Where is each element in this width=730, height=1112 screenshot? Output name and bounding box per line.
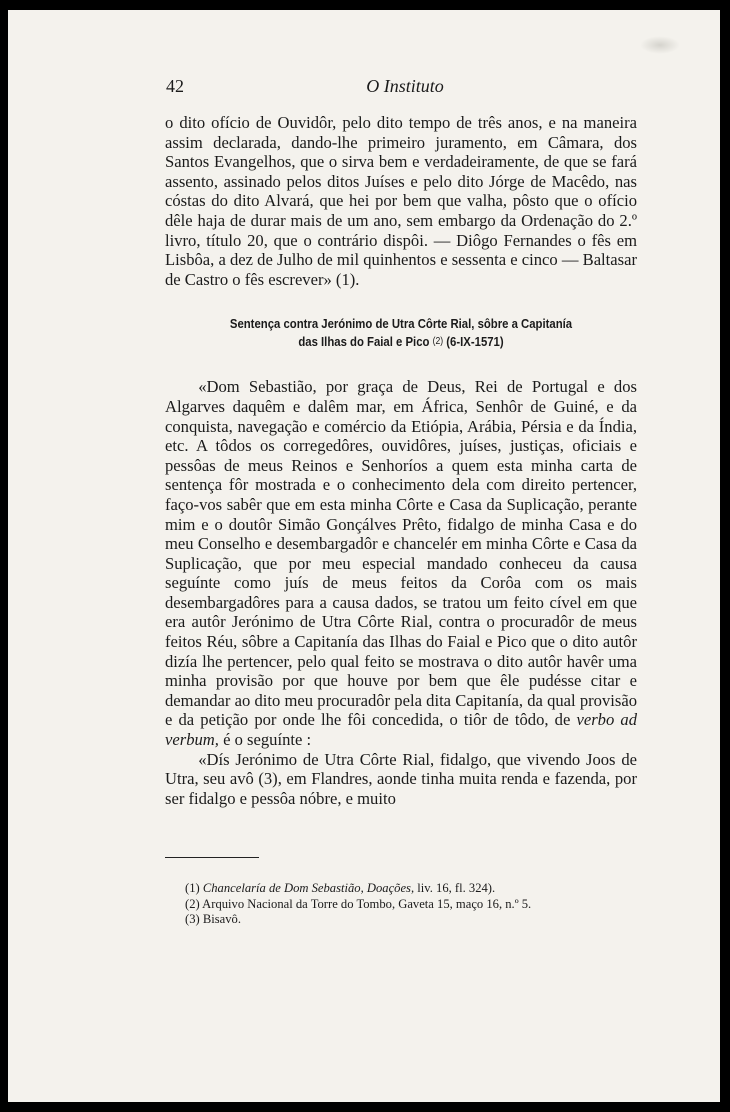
footnote-mark: (2) — [185, 896, 200, 911]
footnote-ref-2: (2) — [432, 336, 444, 348]
footnote-italic: Chancelaría de Dom Sebastião, Doações, — [202, 881, 415, 895]
paragraph-letter-text: «Dom Sebastião, por graça de Deus, Rei de Portugal e dos Algarves daquêm e dalêm mar, em África, Senhôr de Guiné, e da conquista, navegação e comércio da Etiópia, Arábia, Pérsia e da Índia, etc. A tôdos os corregedôres, ouvidôres, juíses, justiças, oficiais e pessôas de meus Reinos e Senhoríos a quem esta minha carta de sentença fôr mostrada e o conhecimento dela com direito pertencer, faço-vos sabêr que em esta minha Côrte e Casa da Suplicação, perante mim e o doutôr Simão Gonçálves Prêto, fidalgo de minha Casa e do meu Conselho e desembargadôr e chancelér em minha Côrte e Casa da Suplicação, que por meu especial mandado conheceu da causa seguínte como juís de meus feitos da Corôa com os mais desembargadôres para a causa dados, se tratou um feito cível em que era autôr Jerónimo de Utra Côrte Rial, contra o procuradôr de meus feitos Réu, sôbre a Capitanía das Ilhas do Faial e Pico que o dito autôr dizía lhe pertencer, pelo qual feito se mostrava o dito autôr havêr uma minha provisão por que houve por bem que êle pudésse citar e demandar ao dito meu procuradôr pela dita Capitanía, da qual provisão e da petição por onde lhe fôi concedida, o tiôr de tôdo, de — [165, 377, 637, 730]
section-heading — [198, 315, 604, 351]
footnote-divider — [165, 857, 259, 858]
footnotes — [185, 881, 645, 928]
section-heading-line-2 — [198, 333, 604, 351]
footnote-2 — [185, 897, 645, 913]
paragraph-letter-end: é o seguínte : — [223, 730, 312, 750]
paragraph-letter — [165, 377, 637, 749]
body-text — [165, 113, 637, 808]
footnote-1 — [185, 881, 645, 897]
page-header — [166, 76, 644, 100]
paragraph-petition: «Dís Jerónimo de Utra Côrte Rial, fidalgo, que vivendo Joos de Utra, seu avô (3), em Flandres, aonde tinha muita renda e fazenda, por ser fidalgo e pessôa nóbre, e muito — [165, 749, 637, 808]
section-heading-date: (6-IX-1571) — [446, 334, 504, 350]
section-heading-line-2-text: das Ilhas do Faial e Pico — [298, 334, 430, 350]
footnote-mark: (1) — [185, 881, 200, 895]
section-heading-line-1: Sentença contra Jerónimo de Utra Côrte Rial, sôbre a Capitanía — [229, 316, 573, 332]
latin-phrase: verbo ad verbum, — [165, 710, 637, 750]
running-title: O Instituto — [366, 76, 444, 96]
footnote-text: Bisavô. — [202, 912, 241, 927]
footnote-text: liv. 16, fl. 324). — [417, 881, 496, 895]
footnote-text: Arquivo Nacional da Torre do Tombo, Gaveta 15, maço 16, n.º 5. — [202, 896, 532, 911]
paragraph-continued: o dito ofício de Ouvidôr, pelo dito tempo de três anos, e na maneira assim declarada, dando-lhe primeiro juramento, em Câmara, dos Santos Evangelhos, que o sirva bem e verdadeiramente, de que se fará assento, assinado pelos ditos Juíses e pelo dito Jórge de Macêdo, nas cóstas do dito Alvará, que hei por bem que valha, pôsto que o ofício dêle haja de durar mais de um ano, sem embargo da Ordenação do 2.º livro, título 20, que o contrário dispôi. — Diôgo Fernandes o fês em Lisbôa, a dez de Julho de mil quinhentos e sessenta e cinco — Baltasar de Castro o fês escrever» (1). — [165, 113, 637, 289]
ink-smudge — [640, 36, 680, 54]
page-number: 42 — [166, 76, 184, 96]
footnote-3 — [185, 912, 645, 928]
footnote-mark: (3) — [185, 912, 200, 927]
